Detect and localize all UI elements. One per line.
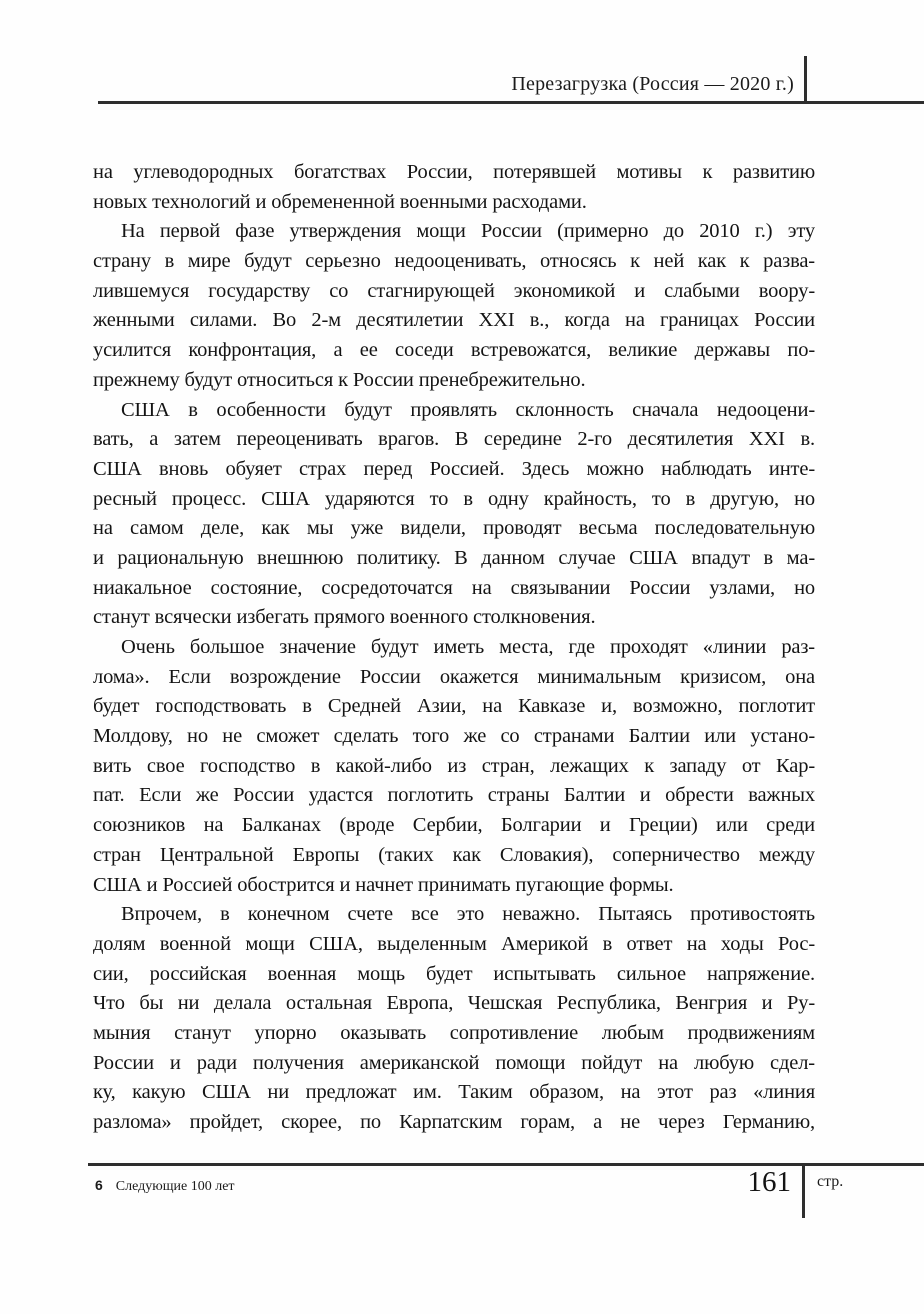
text-line: Что бы ни делала остальная Европа, Чешская Республика, Венгрия и Ру- — [93, 992, 815, 1015]
text-line: США и Россией обострится и начнет принимать пугающие формы. — [93, 873, 674, 896]
text-line: ку, какую США ни предложат им. Таким образом, на этот раз «линия — [93, 1081, 815, 1104]
page-number: 161 — [747, 1166, 791, 1198]
text-line: мыния станут упорно оказывать сопротивление любым продвижениям — [93, 1021, 815, 1044]
text-line: вать, а затем переоценивать врагов. В середине 2-го десятилетия XXI в. — [93, 428, 815, 451]
text-line: страну в мире будут серьезно недооценивать, относясь к ней как к разва- — [93, 250, 815, 273]
footer-horizontal-rule — [88, 1163, 924, 1166]
page-text-block — [93, 158, 815, 1138]
printer-signature — [95, 1177, 235, 1195]
text-line: сии, российская военная мощь будет испытывать сильное напряжение. — [93, 962, 815, 985]
text-line: на углеводородных богатствах России, потерявшей мотивы к развитию — [93, 161, 815, 183]
text-line: лома». Если возрождение России окажется минимальным кризисом, она — [93, 665, 815, 688]
text-line: усилится конфронтация, а ее соседи встревожатся, великие державы по- — [93, 339, 815, 362]
text-line: США вновь обуяет страх перед Россией. Здесь можно наблюдать инте- — [93, 457, 815, 480]
text-line: женными силами. Во 2-м десятилетии XXI в., когда на границах России — [93, 309, 815, 332]
header-vertical-rule — [804, 56, 807, 104]
text-line: лившемуся государству со стагнирующей экономикой и слабыми воору- — [93, 279, 815, 302]
text-line: разлома» пройдет, скорее, по Карпатским горам, а не через Германию, — [93, 1111, 815, 1133]
text-line: ниакальное состояние, сосредоточатся на связывании России узлами, но — [93, 576, 815, 599]
text-line: будет господствовать в Средней Азии, на Кавказе и, возможно, поглотит — [93, 695, 815, 718]
text-line: новых технологий и обремененной военными расходами. — [93, 190, 587, 213]
text-line: Впрочем, в конечном счете все это неважно. Пытаясь противостоять — [121, 903, 815, 926]
book-title: Следующие 100 лет — [115, 1179, 235, 1194]
signature-number: 6 — [95, 1177, 103, 1193]
text-line: США в особенности будут проявлять склонность сначала недооцени- — [121, 398, 815, 421]
text-line: России и ради получения американской помощи пойдут на любую сдел- — [93, 1051, 815, 1074]
text-line: прежнему будут относиться к России пренебрежительно. — [93, 368, 586, 391]
text-line: Молдову, но не сможет сделать того же со странами Балтии или устано- — [93, 725, 815, 748]
text-line: и рациональную внешнюю политику. В данном случае США впадут в ма- — [93, 546, 815, 569]
footer-vertical-rule — [802, 1163, 805, 1218]
page-number-label: стр. — [817, 1173, 844, 1190]
text-line: стран Центральной Европы (таких как Словакия), соперничество между — [93, 843, 815, 866]
header-horizontal-rule — [98, 101, 924, 104]
text-line: пат. Если же России удастся поглотить страны Балтии и обрести важных — [93, 784, 815, 807]
text-line: станут всячески избегать прямого военного столкновения. — [93, 606, 596, 629]
text-line: на самом деле, как мы уже видели, проводят весьма последовательную — [93, 517, 815, 540]
running-header-title: Перезагрузка (Россия — 2020 г.) — [511, 73, 794, 95]
text-line: долям военной мощи США, выделенным Америкой в ответ на ходы Рос- — [93, 932, 815, 955]
text-line: ресный процесс. США ударяются то в одну крайность, то в другую, но — [93, 487, 815, 510]
text-line: вить свое господство в какой-либо из стран, лежащих к западу от Кар- — [93, 754, 815, 777]
text-line: Очень большое значение будут иметь места, где проходят «линии раз- — [121, 636, 815, 658]
text-line: На первой фазе утверждения мощи России (примерно до 2010 г.) эту — [121, 220, 815, 243]
text-line: союзников на Балканах (вроде Сербии, Болгарии и Греции) или среди — [93, 814, 815, 837]
